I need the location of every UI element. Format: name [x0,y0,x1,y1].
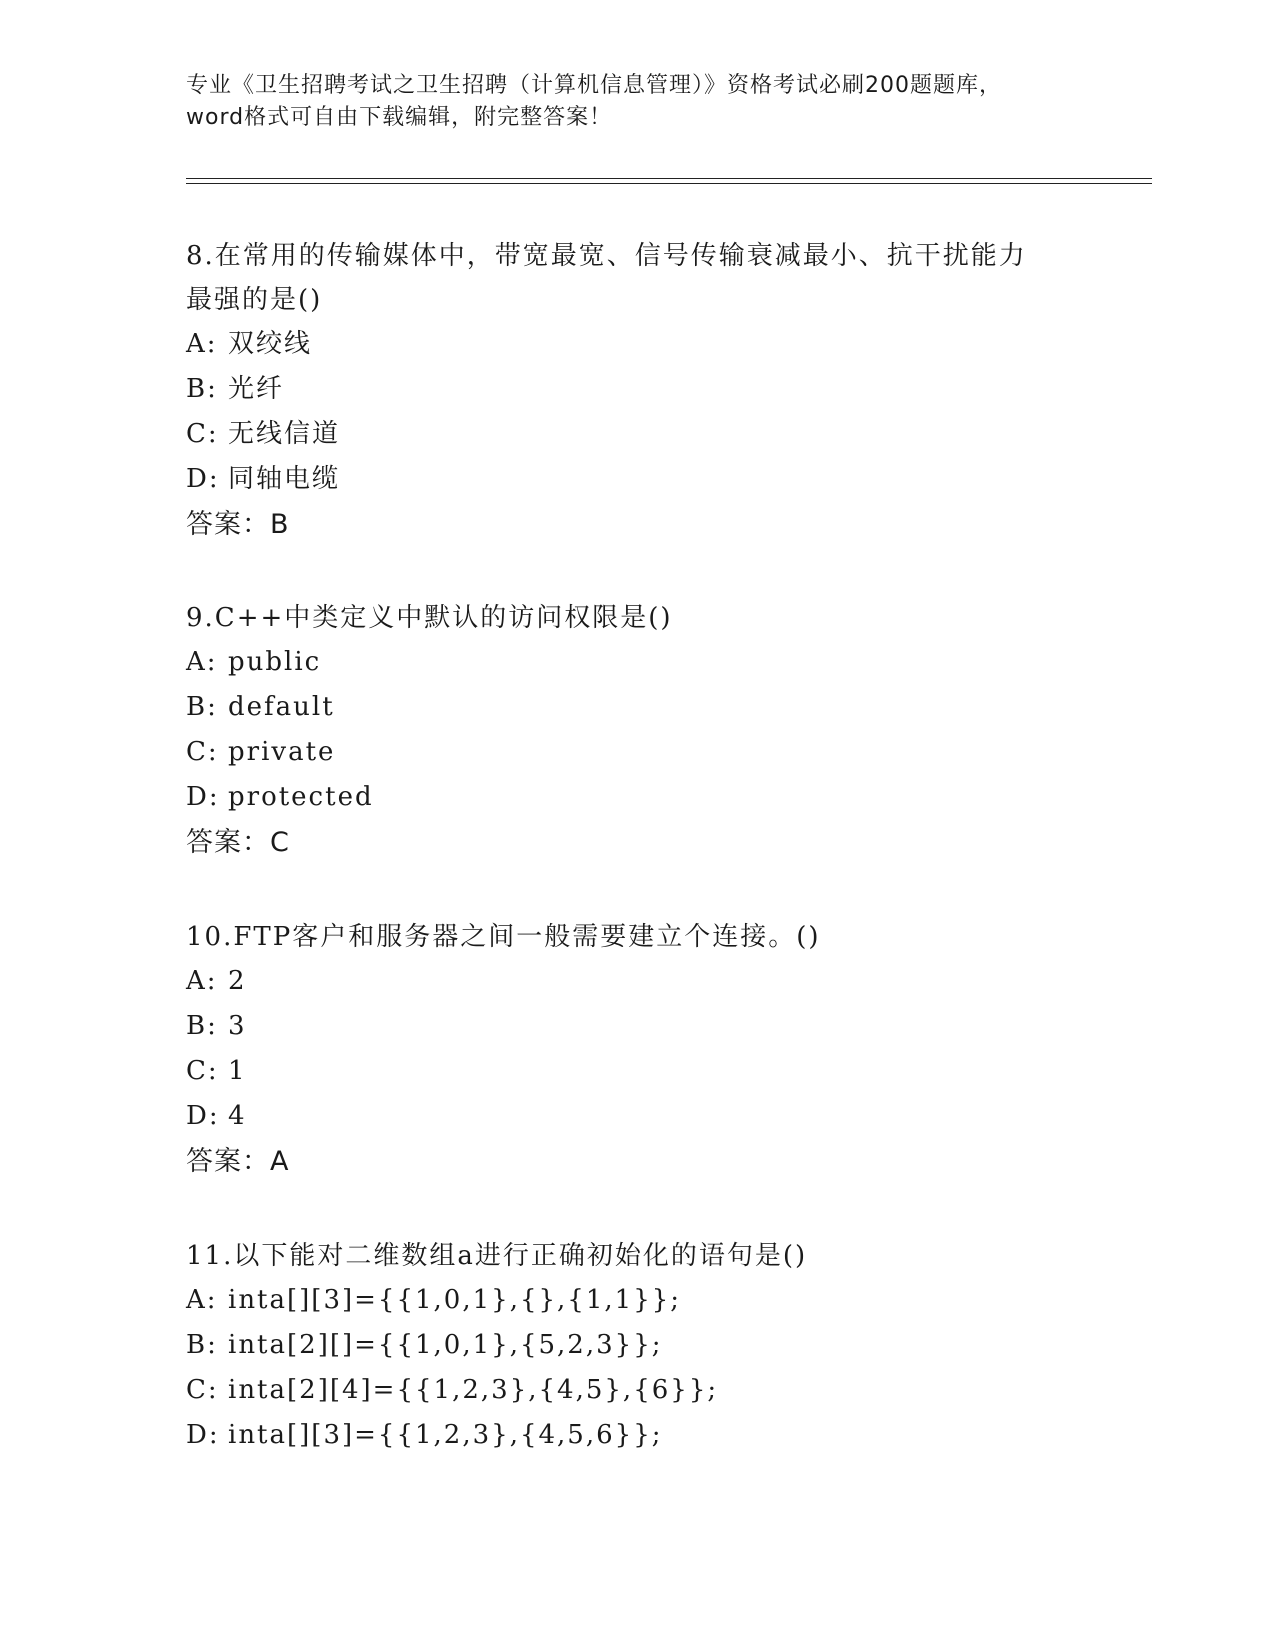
question-10 [186,915,1086,1185]
option-key: D: [186,1101,220,1131]
answer-label: 答案：C [186,827,290,858]
option-text: default [228,692,335,722]
option-c [186,730,1086,775]
option-text: 3 [228,1011,247,1041]
option-b [186,1004,1086,1049]
option-key: B: [186,1011,218,1041]
option-text: 4 [228,1101,247,1131]
header-divider-bottom [186,183,1152,184]
option-a [186,1278,1086,1323]
option-text: 无线信道 [228,419,341,449]
option-key: D: [186,1420,220,1450]
option-text: public [228,647,322,677]
option-key: B: [186,1330,218,1360]
question-stem: 9.C++中类定义中默认的访问权限是() [186,603,673,633]
option-text: private [228,737,336,767]
option-key: C: [186,1375,219,1405]
option-key: B: [186,374,218,404]
option-c [186,1368,1086,1413]
option-key: D: [186,782,220,812]
option-text: 1 [228,1056,247,1086]
option-d [186,1413,1086,1458]
question-stem: 11.以下能对二维数组a进行正确初始化的语句是() [186,1241,808,1271]
option-text: 2 [228,966,247,996]
answer-label: 答案：B [186,509,290,540]
option-text: inta[][3]={{1,0,1},{},{1,1}}; [228,1285,682,1315]
option-key: A: [186,966,218,996]
option-c [186,1049,1086,1094]
question-stem: 10.FTP客户和服务器之间一般需要建立个连接。() [186,922,821,952]
document-header [186,70,1086,134]
option-a [186,959,1086,1004]
option-text: inta[2][4]={{1,2,3},{4,5},{6}}; [228,1375,719,1405]
option-key: C: [186,737,219,767]
option-d [186,457,1086,502]
header-divider-top [186,178,1152,179]
option-text: inta[][3]={{1,2,3},{4,5,6}}; [228,1420,663,1450]
question-8 [186,234,1086,548]
option-key: B: [186,692,218,722]
option-c [186,412,1086,457]
question-9 [186,596,1086,866]
option-key: A: [186,647,218,677]
option-d [186,775,1086,820]
option-b [186,1323,1086,1368]
option-d [186,1094,1086,1139]
option-key: A: [186,329,218,359]
option-key: C: [186,1056,219,1086]
option-key: A: [186,1285,218,1315]
option-a [186,322,1086,367]
header-line-2: word格式可自由下载编辑，附完整答案！ [186,105,613,130]
answer-label: 答案：A [186,1146,290,1177]
question-11 [186,1234,1086,1458]
option-text: inta[2][]={{1,0,1},{5,2,3}}; [228,1330,663,1360]
option-key: C: [186,419,219,449]
option-text: protected [228,782,374,812]
question-stem: 8.在常用的传输媒体中，带宽最宽、信号传输衰减最小、抗干扰能力 最强的是() [186,241,1027,315]
option-b [186,367,1086,412]
option-key: D: [186,464,220,494]
option-text: 双绞线 [228,329,313,359]
option-text: 同轴电缆 [228,464,341,494]
header-line-1: 专业《卫生招聘考试之卫生招聘（计算机信息管理）》资格考试必刷200题题库， [186,73,1002,98]
option-b [186,685,1086,730]
option-a [186,640,1086,685]
option-text: 光纤 [228,374,285,404]
